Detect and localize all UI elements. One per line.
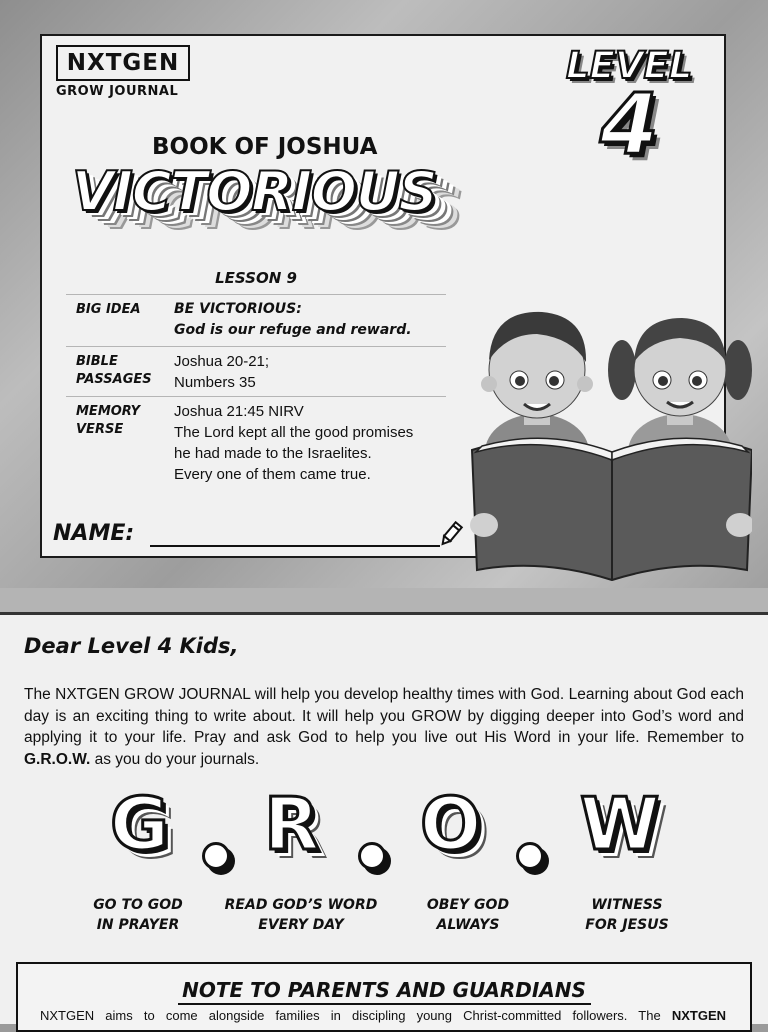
grow-letter-g: G	[110, 782, 170, 866]
grow-letter-o: O	[420, 782, 482, 866]
row-label-line: BIG IDEA	[76, 302, 141, 317]
row-value-line: God is our refuge and reward.	[174, 322, 412, 338]
lesson-row-bible-passages	[66, 346, 446, 397]
row-value-line: Numbers 35	[174, 374, 256, 391]
letter-body-text-end: as you do your journals.	[90, 750, 260, 768]
section-divider-strip	[0, 588, 768, 612]
parents-note-title: NOTE TO PARENTS AND GUARDIANS	[182, 978, 586, 1002]
row-label-line: PASSAGES	[76, 372, 152, 387]
parents-note-text-body: NXTGEN aims to come alongside families in discipling young Christ-committed followers. The	[40, 1008, 661, 1023]
parents-note-text	[40, 1008, 726, 1023]
grow-label-line: EVERY DAY	[258, 917, 344, 933]
row-label	[76, 301, 141, 319]
row-value	[174, 351, 454, 393]
row-value-line: he had made to the Israelites.	[174, 445, 372, 462]
letter-body-bold: G.R.O.W.	[24, 750, 91, 768]
lesson-number: LESSON 9	[215, 269, 297, 287]
grow-label-line: IN PRAYER	[96, 917, 180, 933]
parents-note-text-bold: NXTGEN	[671, 1008, 726, 1023]
level-number: 4	[600, 75, 659, 173]
letter-body-text: The NXTGEN GROW JOURNAL will help you develop healthy times with God. Learning about God each day is an exciting thing to write about. It will help you GROW by digging deeper into God’s word and applying it to your life. Pray and ask God to help you live out His Word in your life. Remember to	[24, 686, 744, 746]
theme-title: VICTORIOUS	[72, 160, 437, 223]
row-label-line: VERSE	[76, 422, 124, 437]
level-label: LEVEL	[566, 44, 693, 87]
row-value-line: BE VICTORIOUS:	[174, 301, 302, 317]
nxtgen-logo: NXTGEN	[56, 45, 190, 81]
grow-label-line: READ GOD’S WORD	[224, 897, 378, 913]
book-title: BOOK OF JOSHUA	[152, 134, 378, 160]
row-value	[174, 299, 454, 341]
pencil-icon	[438, 520, 464, 548]
letter-body	[24, 684, 744, 770]
row-label	[76, 353, 152, 389]
grow-label-line: OBEY GOD	[426, 897, 510, 913]
grow-label-line: FOR JESUS	[585, 917, 669, 933]
grow-letter-r: R	[264, 782, 320, 866]
name-label: NAME:	[53, 521, 135, 546]
letter-greeting: Dear Level 4 Kids,	[24, 634, 239, 658]
row-value-line: Every one of them came true.	[174, 466, 371, 483]
lesson-row-memory-verse	[66, 396, 446, 492]
row-value	[174, 401, 454, 485]
row-label	[76, 403, 140, 439]
section-divider	[0, 612, 768, 615]
grow-label-line: GO TO GOD	[93, 897, 183, 913]
parents-note-underline	[178, 1003, 591, 1005]
row-value-line: Joshua 21:45 NIRV	[174, 403, 304, 420]
grow-label-line: WITNESS	[591, 897, 663, 913]
grow-label-o	[388, 895, 548, 935]
grow-label-g	[58, 895, 218, 935]
row-label-line: BIBLE	[76, 354, 118, 369]
name-input-line[interactable]	[150, 545, 440, 547]
grow-dot	[202, 842, 230, 870]
grow-dot	[358, 842, 386, 870]
grow-letter-w: W	[580, 782, 660, 866]
kids-reading-illustration	[462, 300, 752, 585]
lesson-row-big-idea	[66, 294, 446, 347]
grow-dot	[516, 842, 544, 870]
grow-label-r	[221, 895, 381, 935]
row-value-line: Joshua 20-21;	[174, 353, 270, 370]
grow-label-w	[547, 895, 707, 935]
row-value-line: The Lord kept all the good promises	[174, 424, 414, 441]
logo-subtitle: GROW JOURNAL	[56, 84, 179, 99]
grow-label-line: ALWAYS	[436, 917, 500, 933]
row-label-line: MEMORY	[76, 404, 141, 419]
